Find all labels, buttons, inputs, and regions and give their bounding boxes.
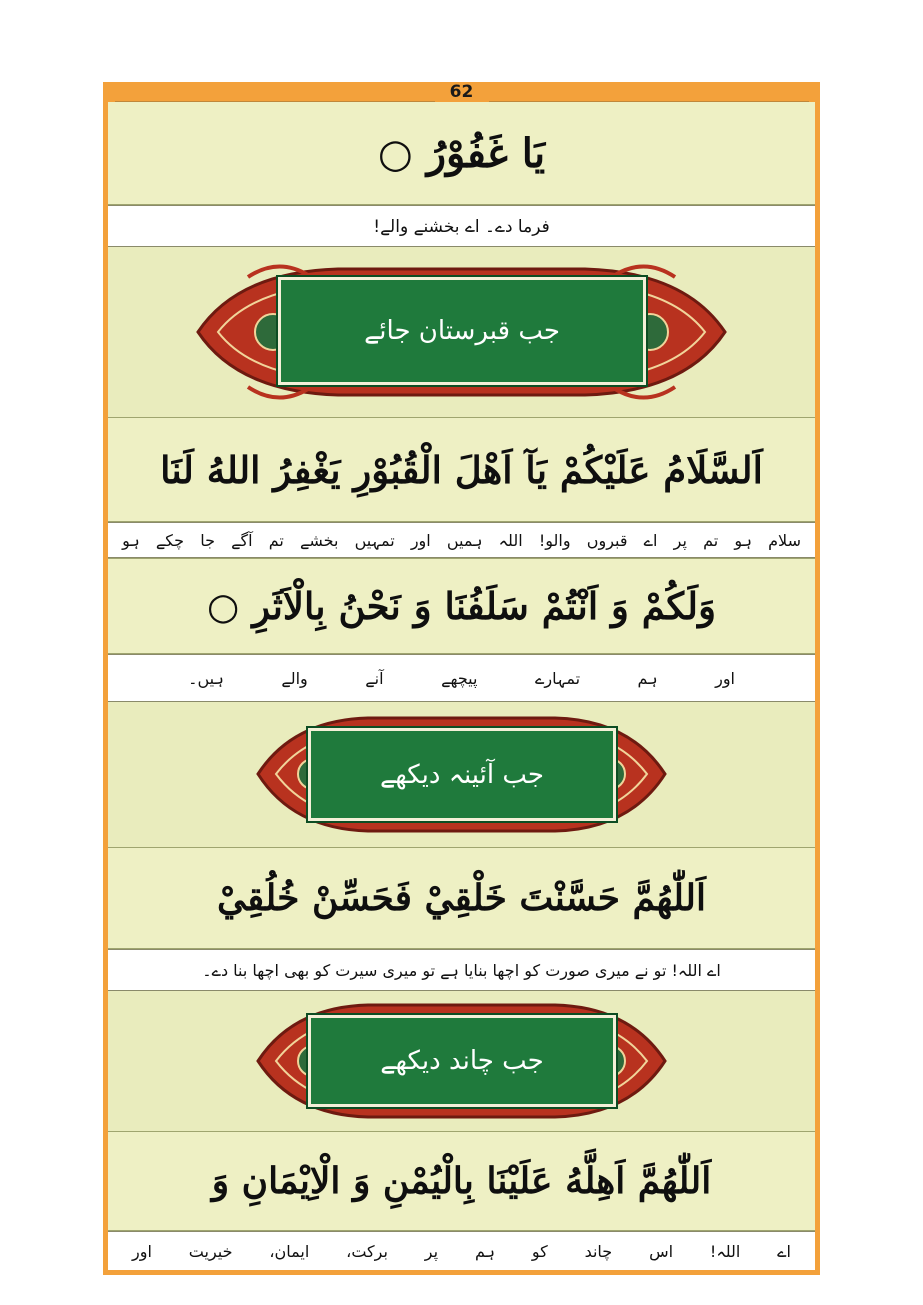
word: پیچھے bbox=[441, 668, 478, 688]
arabic-qabristan-line-1: اَلسَّلَامُ عَلَيْكُمْ يَآ اَهْلَ الْقُبُوْرِ يَغْفِرُ اللهُ لَنَا bbox=[108, 417, 815, 522]
word: تمہارے bbox=[534, 668, 581, 688]
word: آنے bbox=[365, 668, 384, 688]
word: اور bbox=[410, 530, 431, 550]
word: سلام bbox=[768, 530, 801, 550]
ornament-chaand bbox=[108, 991, 815, 1131]
word: والو! bbox=[538, 530, 571, 550]
word: قبروں bbox=[586, 530, 628, 550]
word: اللہ! bbox=[709, 1241, 741, 1261]
word: ایمان، bbox=[269, 1241, 310, 1261]
word: اے bbox=[643, 530, 658, 550]
arabic-ya-ghafoor: يَا غَفُوْرُ ○ bbox=[108, 102, 815, 205]
word: پر bbox=[424, 1241, 439, 1261]
ornament-qabristan bbox=[108, 247, 815, 417]
heading-chaand: جب چاند دیکھے bbox=[308, 1015, 616, 1107]
arabic-chaand: اَللّٰهُمَّ اَهِلَّهُ عَلَيْنَا بِالْيُمْنِ وَ الْاِيْمَانِ وَ bbox=[108, 1131, 815, 1231]
word: اور bbox=[715, 668, 735, 688]
word: ہمیں bbox=[446, 530, 483, 550]
heading-aaina: جب آئینہ دیکھے bbox=[308, 728, 616, 821]
word: والے bbox=[281, 668, 308, 688]
word: پر bbox=[673, 530, 687, 550]
word: کو bbox=[531, 1241, 548, 1261]
word: تمہیں bbox=[354, 530, 395, 550]
word: تم bbox=[703, 530, 719, 550]
page-number: 62 bbox=[449, 82, 474, 102]
urdu-ya-ghafoor-translation: فرما دے۔ اے بخشنے والے! bbox=[108, 205, 815, 247]
word: ہو bbox=[122, 530, 140, 550]
page-content bbox=[108, 102, 815, 1270]
word: چکے bbox=[155, 530, 185, 550]
urdu-aaina-translation: اے اللہ! تو نے میری صورت کو اچھا بنایا ہے تو میری سیرت کو بھی اچھا بنا دے۔ bbox=[108, 949, 815, 991]
word: بخشے bbox=[299, 530, 339, 550]
word: خیریت bbox=[188, 1241, 233, 1261]
word: اور bbox=[132, 1241, 152, 1261]
word: ہو bbox=[734, 530, 752, 550]
word: ہم bbox=[474, 1241, 495, 1261]
word: اے bbox=[777, 1241, 791, 1261]
word: جا bbox=[200, 530, 215, 550]
arabic-aaina: اَللّٰهُمَّ حَسَّنْتَ خَلْقِيْ فَحَسِّنْ خُلُقِيْ bbox=[108, 847, 815, 949]
word: اس bbox=[649, 1241, 674, 1261]
book-page bbox=[103, 82, 820, 1275]
heading-qabristan: جب قبرستان جائے bbox=[278, 277, 646, 385]
urdu-qabristan-line-1 bbox=[108, 522, 815, 558]
ornament-aaina bbox=[108, 702, 815, 847]
word: اللہ bbox=[498, 530, 523, 550]
word: آگے bbox=[231, 530, 253, 550]
urdu-qabristan-line-2 bbox=[108, 654, 815, 702]
word: برکت، bbox=[346, 1241, 388, 1261]
word: ہیں۔ bbox=[188, 668, 224, 688]
word: تم bbox=[268, 530, 284, 550]
arabic-qabristan-line-2: وَلَكُمْ وَ اَنْتُمْ سَلَفُنَا وَ نَحْنُ بِالْاَثَرِ ○ bbox=[108, 558, 815, 654]
word: ہم bbox=[637, 668, 658, 688]
word: چاند bbox=[584, 1241, 613, 1261]
urdu-chaand-translation bbox=[108, 1231, 815, 1270]
